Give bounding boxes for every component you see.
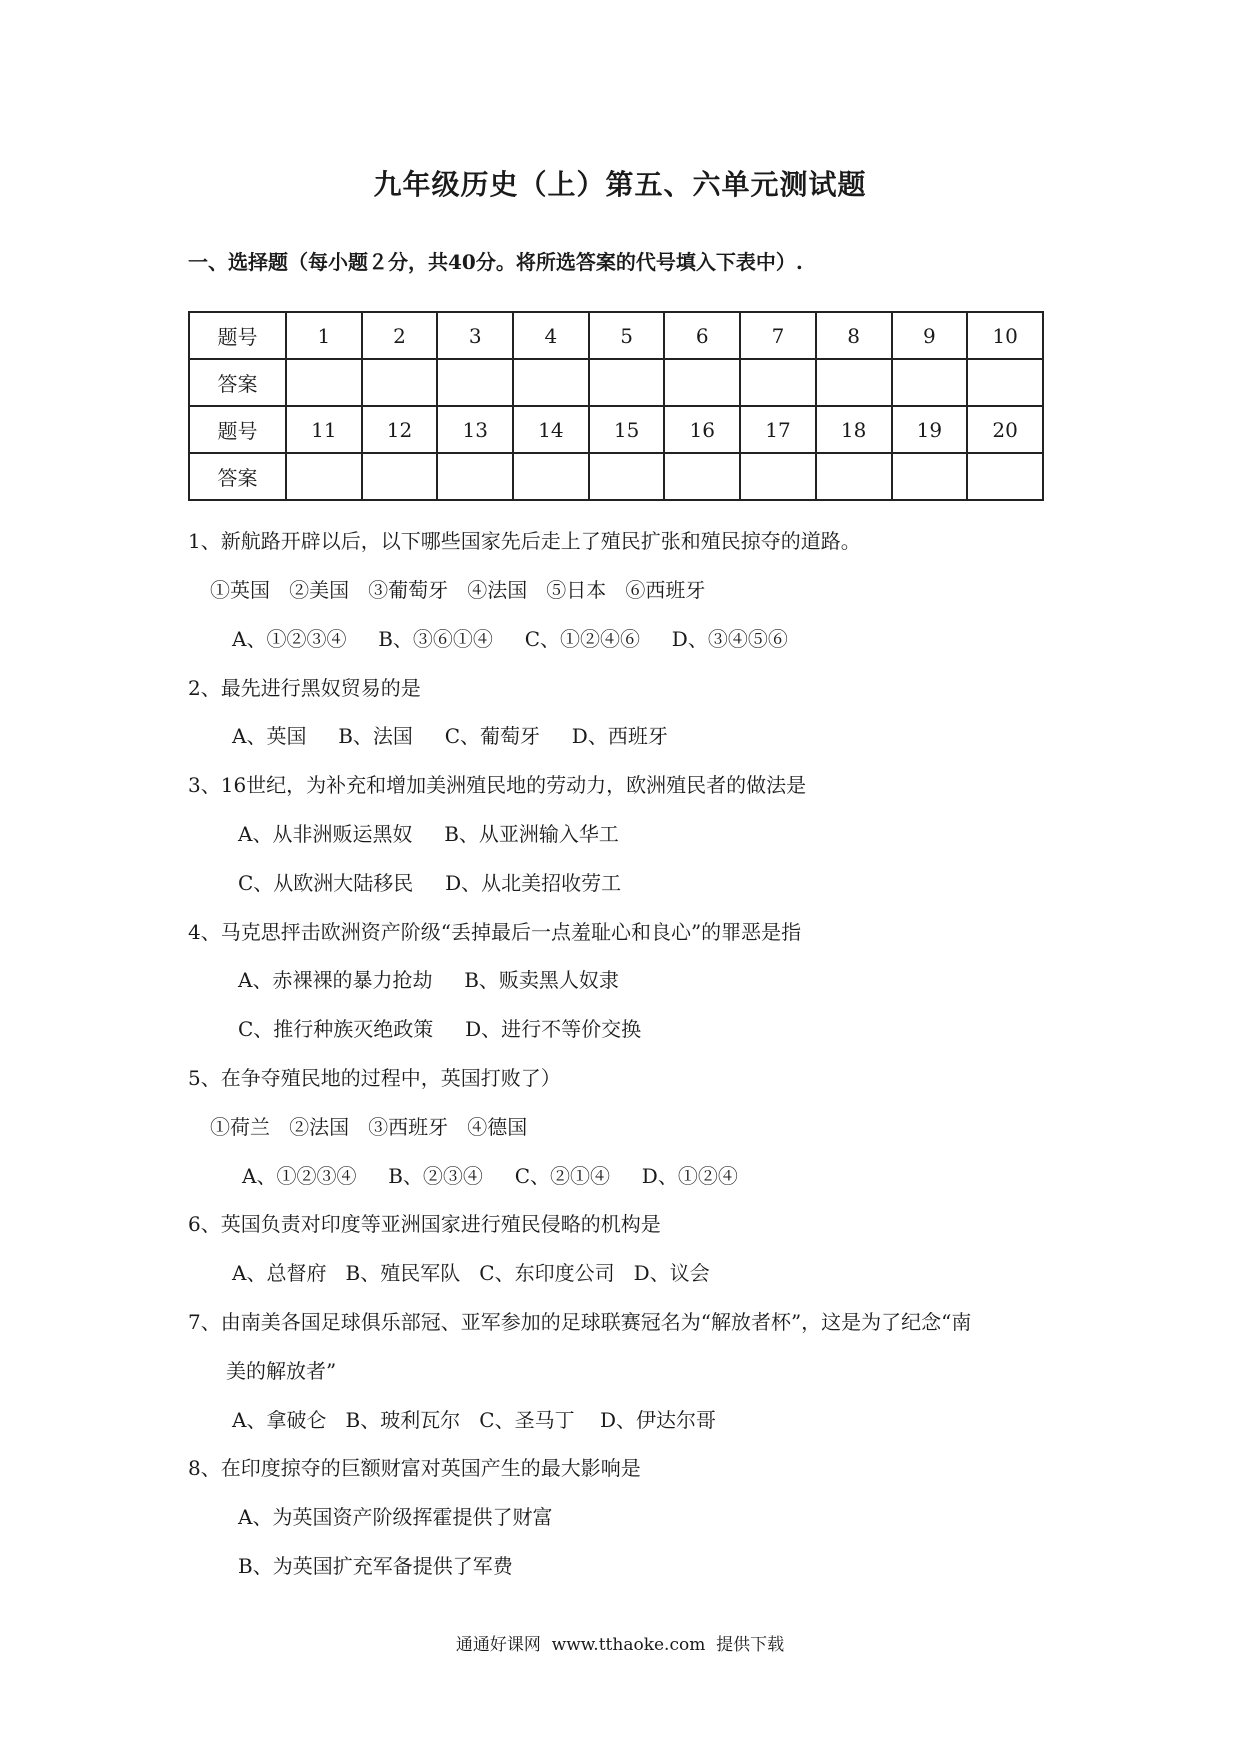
question-number-cell: 13 [437, 406, 513, 453]
answer-cell[interactable] [362, 453, 438, 500]
answer-cell[interactable] [513, 453, 589, 500]
table-row-answers-1 [189, 359, 1043, 406]
answer-cell[interactable] [892, 359, 968, 406]
question-3-options-2: C、从欧洲大陆移民 D、从北美招收劳工 [238, 871, 622, 895]
answer-cell[interactable] [286, 359, 362, 406]
question-2-options: A、英国 B、法国 C、葡萄牙 D、西班牙 [232, 724, 668, 748]
page-title: 九年级历史（上）第五、六单元测试题 [373, 168, 867, 201]
question-number-cell: 12 [362, 406, 438, 453]
answer-cell[interactable] [892, 453, 968, 500]
question-4-stem: 4、马克思抨击欧洲资产阶级“丢掉最后一点羞耻心和良心”的罪恶是指 [188, 920, 802, 944]
answer-cell[interactable] [437, 453, 513, 500]
question-number-cell: 14 [513, 406, 589, 453]
question-1-options: A、①②③④ B、③⑥①④ C、①②④⑥ D、③④⑤⑥ [232, 627, 788, 651]
row-label-answer: 答案 [189, 359, 286, 406]
answer-cell[interactable] [967, 453, 1043, 500]
section-heading: 一、选择题（每小题２分，共40分。将所选答案的代号填入下表中）. [188, 250, 803, 274]
answer-cell[interactable] [967, 359, 1043, 406]
question-6-stem: 6、英国负责对印度等亚洲国家进行殖民侵略的机构是 [188, 1212, 661, 1236]
question-number-cell: 8 [816, 312, 892, 359]
question-number-cell: 5 [589, 312, 665, 359]
question-number-cell: 20 [967, 406, 1043, 453]
question-8-stem: 8、在印度掠夺的巨额财富对英国产生的最大影响是 [188, 1456, 641, 1480]
question-number-cell: 7 [740, 312, 816, 359]
question-7-stem-cont: 美的解放者” [226, 1359, 337, 1383]
question-3-stem: 3、16世纪，为补充和增加美洲殖民地的劳动力，欧洲殖民者的做法是 [188, 773, 807, 797]
row-label-number: 题号 [189, 406, 286, 453]
question-number-cell: 4 [513, 312, 589, 359]
answer-cell[interactable] [740, 453, 816, 500]
question-number-cell: 3 [437, 312, 513, 359]
question-1-choices-list: ①英国 ②美国 ③葡萄牙 ④法国 ⑤日本 ⑥西班牙 [210, 578, 706, 602]
question-8-option-a: A、为英国资产阶级挥霍提供了财富 [238, 1505, 553, 1529]
question-number-cell: 15 [589, 406, 665, 453]
question-6-options: A、总督府 B、殖民军队 C、东印度公司 D、议会 [232, 1261, 710, 1285]
question-3-options-1: A、从非洲贩运黑奴 B、从亚洲输入华工 [238, 822, 619, 846]
answer-table [188, 311, 1044, 501]
question-number-cell: 16 [664, 406, 740, 453]
question-number-cell: 11 [286, 406, 362, 453]
answer-cell[interactable] [816, 453, 892, 500]
question-number-cell: 9 [892, 312, 968, 359]
question-number-cell: 6 [664, 312, 740, 359]
answer-cell[interactable] [589, 359, 665, 406]
answer-cell[interactable] [286, 453, 362, 500]
question-8-option-b: B、为英国扩充军备提供了军费 [238, 1554, 513, 1578]
row-label-answer: 答案 [189, 453, 286, 500]
question-7-options: A、拿破仑 B、玻利瓦尔 C、圣马丁 D、伊达尔哥 [232, 1408, 717, 1432]
question-5-stem: 5、在争夺殖民地的过程中，英国打败了） [188, 1066, 561, 1090]
answer-cell[interactable] [740, 359, 816, 406]
answer-cell[interactable] [362, 359, 438, 406]
answer-cell[interactable] [589, 453, 665, 500]
footer-source: 通通好课网 www.tthaoke.com 提供下载 [455, 1635, 785, 1655]
answer-cell[interactable] [816, 359, 892, 406]
table-row-answers-2 [189, 453, 1043, 500]
question-1-stem: 1、新航路开辟以后，以下哪些国家先后走上了殖民扩张和殖民掠夺的道路。 [188, 529, 861, 553]
question-number-cell: 10 [967, 312, 1043, 359]
row-label-number: 题号 [189, 312, 286, 359]
question-7-stem: 7、由南美各国足球俱乐部冠、亚军参加的足球联赛冠名为“解放者杯”，这是为了纪念“南 [188, 1310, 972, 1334]
answer-cell[interactable] [513, 359, 589, 406]
question-number-cell: 19 [892, 406, 968, 453]
question-number-cell: 18 [816, 406, 892, 453]
question-4-options-1: A、赤裸裸的暴力抢劫 B、贩卖黑人奴隶 [238, 968, 619, 992]
question-5-options: A、①②③④ B、②③④ C、②①④ D、①②④ [242, 1164, 738, 1188]
table-row-numbers-2 [189, 406, 1043, 453]
question-number-cell: 1 [286, 312, 362, 359]
answer-cell[interactable] [664, 359, 740, 406]
answer-cell[interactable] [664, 453, 740, 500]
answer-cell[interactable] [437, 359, 513, 406]
question-2-stem: 2、最先进行黑奴贸易的是 [188, 676, 421, 700]
question-4-options-2: C、推行种族灭绝政策 D、进行不等价交换 [238, 1017, 642, 1041]
question-number-cell: 17 [740, 406, 816, 453]
question-5-choices-list: ①荷兰 ②法国 ③西班牙 ④德国 [210, 1115, 528, 1139]
question-number-cell: 2 [362, 312, 438, 359]
table-row-numbers-1 [189, 312, 1043, 359]
